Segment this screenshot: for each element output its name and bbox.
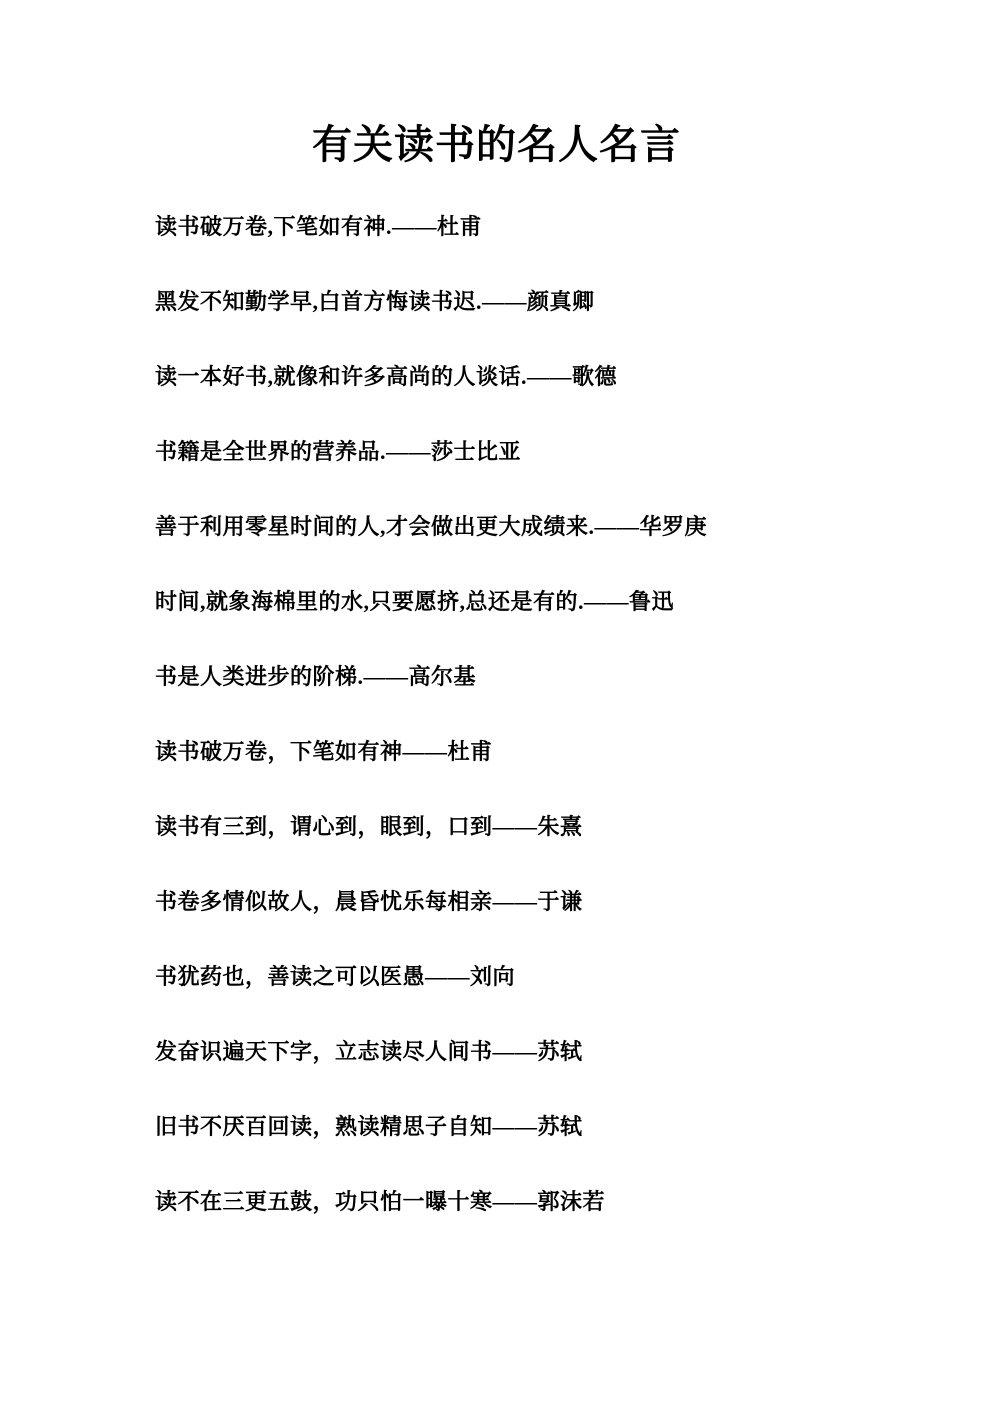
quote-line: 发奋识遍天下字，立志读尽人间书——苏轼 (155, 1039, 583, 1064)
quote-line: 时间,就象海棉里的水,只要愿挤,总还是有的.——鲁迅 (155, 589, 675, 614)
quote-list (155, 216, 993, 1213)
quote-line: 读书破万卷，下笔如有神——杜甫 (155, 739, 493, 764)
quote-line: 书籍是全世界的营养品.——莎士比亚 (155, 439, 522, 464)
quote-line: 读书破万卷,下笔如有神.——杜甫 (155, 214, 483, 239)
quote-line: 黑发不知勤学早,白首方悔读书迟.——颜真卿 (155, 289, 595, 314)
quote-line: 读一本好书,就像和许多高尚的人谈话.——歌德 (155, 364, 618, 389)
quote-line: 读不在三更五鼓，功只怕一曝十寒——郭沫若 (155, 1189, 606, 1214)
quote-line: 旧书不厌百回读，熟读精思子自知——苏轼 (155, 1114, 583, 1139)
quote-line: 书卷多情似故人，晨昏忧乐每相亲——于谦 (155, 889, 583, 914)
quote-line: 善于利用零星时间的人,才会做出更大成绩来.——华罗庚 (155, 514, 708, 539)
quote-line: 书犹药也，善读之可以医愚——刘向 (155, 964, 516, 989)
quote-line: 读书有三到，谓心到，眼到，口到——朱熹 (155, 814, 583, 839)
page-title: 有关读书的名人名言 (312, 122, 681, 167)
quote-line: 书是人类进步的阶梯.——高尔基 (155, 664, 477, 689)
